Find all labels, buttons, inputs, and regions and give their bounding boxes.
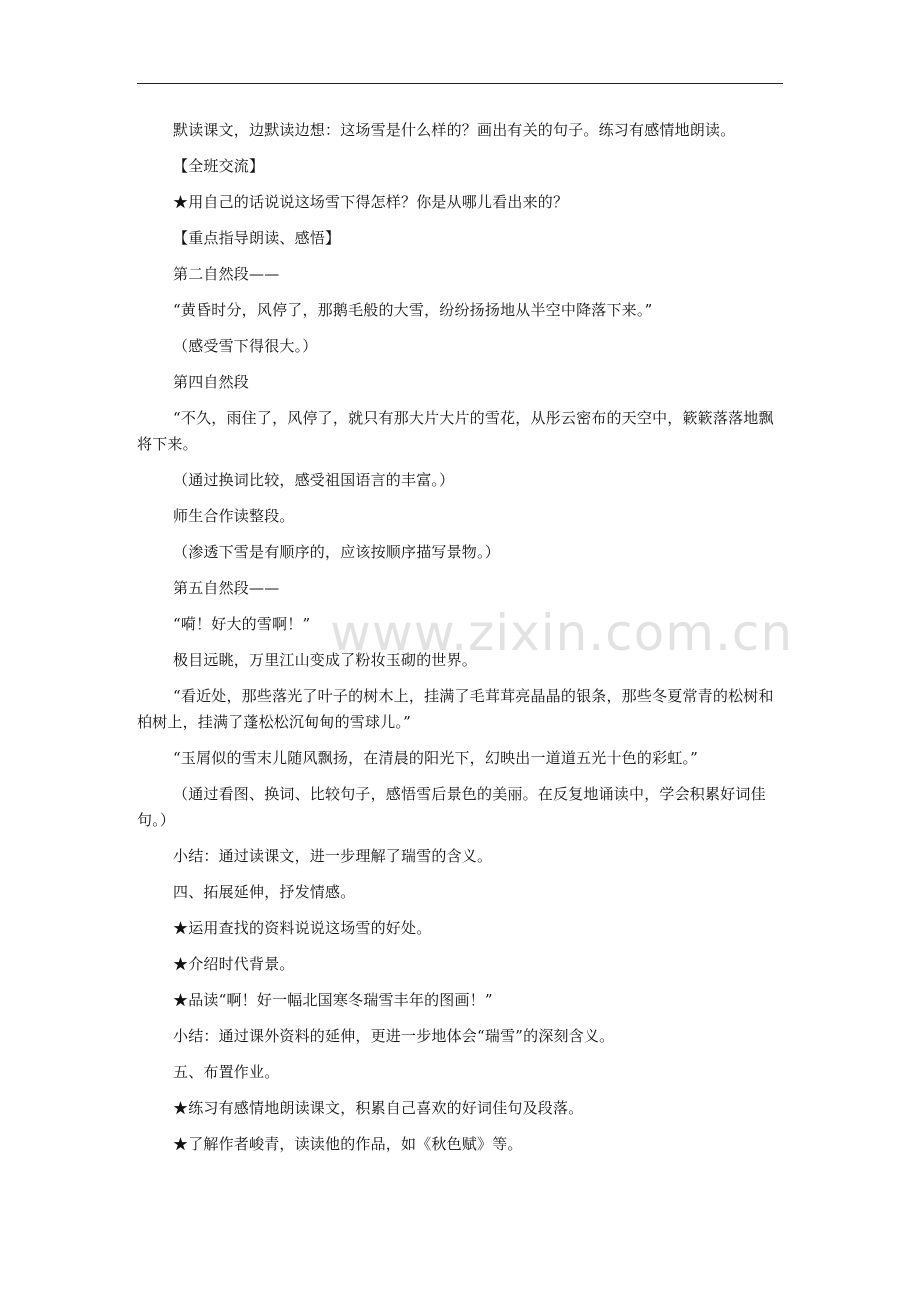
watermark: www.zixin.com.cn xyxy=(330,604,794,662)
section-heading: 【全班交流】 xyxy=(173,157,265,175)
note: （感受雪下得很大。） xyxy=(173,337,318,355)
list-item: ★介绍时代背景。 xyxy=(173,955,295,973)
note: （通过换词比较，感受祖国语言的丰富。） xyxy=(173,471,455,489)
summary: 小结：通过课外资料的延伸，更进一步地体会“瑞雪”的深刻含义。 xyxy=(173,1027,615,1045)
list-item: ★运用查找的资料说说这场雪的好处。 xyxy=(173,919,432,937)
section-heading: 【重点指导朗读、感悟】 xyxy=(173,229,341,247)
section-heading: 五、布置作业。 xyxy=(173,1063,280,1081)
note: （渗透下雪是有顺序的，应该按顺序描写景物。） xyxy=(173,543,500,561)
paragraph: 第五自然段—— xyxy=(173,579,280,597)
header-rule xyxy=(137,83,783,84)
quote: “黄昏时分，风停了，那鹅毛般的大雪，纷纷扬扬地从半空中降落下来。” xyxy=(173,301,653,319)
paragraph: 第二自然段—— xyxy=(173,265,280,283)
list-item: ★练习有感情地朗读课文，积累自己喜欢的好词佳句及段落。 xyxy=(173,1099,584,1117)
summary: 小结：通过读课文，进一步理解了瑞雪的含义。 xyxy=(173,847,493,865)
paragraph: 默读课文，边默读边想：这场雪是什么样的？画出有关的句子。练习有感情地朗读。 xyxy=(173,121,736,139)
quote: “不久，雨住了，风停了，就只有那大片大片的雪花，从彤云密布的天空中，簌簌落落地飘将下来。 xyxy=(137,409,774,453)
paragraph: 第四自然段 xyxy=(173,373,250,391)
list-item: ★品读“啊！好一幅北国寒冬瑞雪丰年的图画！” xyxy=(173,991,493,1009)
quote: “看近处，那些落光了叶子的树木上，挂满了毛茸茸亮晶晶的银条，那些冬夏常青的松树和柏树上，挂满了蓬松松沉甸甸的雪球儿。” xyxy=(137,687,774,731)
paragraph: 极目远眺，万里江山变成了粉妆玉砌的世界。 xyxy=(173,651,478,669)
paragraph: 师生合作读整段。 xyxy=(173,507,295,525)
quote: “玉屑似的雪末儿随风飘扬，在清晨的阳光下，幻映出一道道五光十色的彩虹。” xyxy=(173,749,699,767)
section-heading: 四、拓展延伸，抒发情感。 xyxy=(173,883,356,901)
quote: “嗬！好大的雪啊！” xyxy=(173,615,311,633)
paragraph: ★用自己的话说说这场雪下得怎样？你是从哪儿看出来的？ xyxy=(173,193,569,211)
note: （通过看图、换词、比较句子，感悟雪后景色的美丽。在反复地诵读中，学会积累好词佳句。） xyxy=(137,785,766,829)
list-item: ★了解作者峻青，读读他的作品，如《秋色赋》等。 xyxy=(173,1135,523,1153)
